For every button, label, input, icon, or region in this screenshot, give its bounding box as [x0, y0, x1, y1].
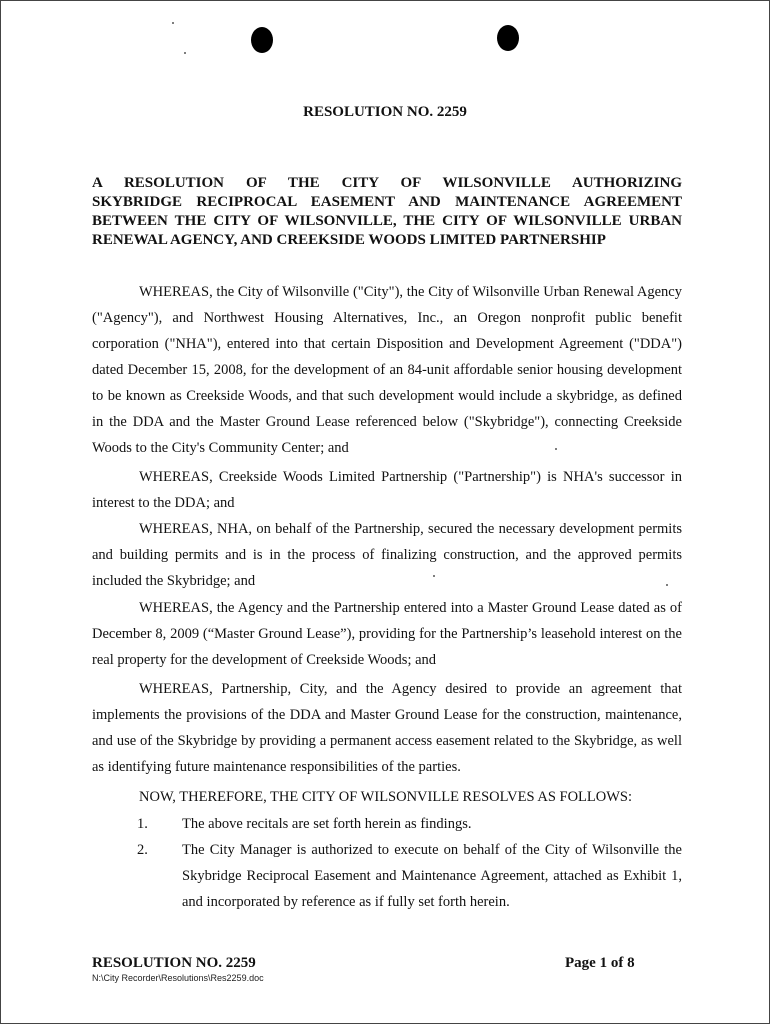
footer-page-number: Page 1 of 8 [565, 955, 635, 971]
scan-speck [172, 22, 174, 24]
paragraph-text: WHEREAS, the Agency and the Partnership entered into a Master Ground Lease dated as of December 8, 2009 (“Master Ground Lease”), providing for the Partnership’s leasehold interest on the real property for the development of Creekside Woods; and [92, 600, 682, 668]
resolution-title: RESOLUTION NO. 2259 [303, 104, 467, 120]
whereas-paragraph-4 [92, 595, 682, 673]
paragraph-text: WHEREAS, Partnership, City, and the Agency desired to provide an agreement that implements the provisions of the DDA and Master Ground Lease for the construction, maintenance, and use of the Skybridge by providing a permanent access easement related to the Skybridge, as well as identifying future maintenance responsibilities of the parties. [92, 681, 682, 775]
heading-line: SKYBRIDGE RECIPROCAL EASEMENT AND MAINTENANCE AGREEMENT [92, 194, 682, 210]
whereas-paragraph-2 [92, 464, 682, 516]
punch-hole-left [251, 27, 273, 53]
paragraph-text: NOW, THEREFORE, THE CITY OF WILSONVILLE RESOLVES AS FOLLOWS: [139, 789, 633, 805]
footer-resolution-title: RESOLUTION NO. 2259 [92, 955, 256, 971]
heading-line: BETWEEN THE CITY OF WILSONVILLE, THE CITY OF WILSONVILLE URBAN [92, 213, 682, 229]
list-number: 1. [137, 816, 148, 832]
list-text: The above recitals are set forth herein as findings. [182, 816, 472, 832]
list-number: 2. [137, 842, 148, 858]
paragraph-text: WHEREAS, NHA, on behalf of the Partnership, secured the necessary development permits and building permits and is in the process of finalizing construction, and the approved permits included the Skybridge; and [92, 521, 682, 589]
list-text: The City Manager is authorized to execute on behalf of the City of Wilsonville the Skybridge Reciprocal Easement and Maintenance Agreement, attached as Exhibit 1, and incorporated by reference as if fully set forth herein. [182, 842, 682, 910]
list-item [92, 811, 682, 837]
heading-line: A RESOLUTION OF THE CITY OF WILSONVILLE AUTHORIZING [92, 175, 682, 191]
heading-line: RENEWAL AGENCY, AND CREEKSIDE WOODS LIMITED PARTNERSHIP [92, 232, 606, 248]
whereas-paragraph-1 [92, 279, 682, 461]
paragraph-text: WHEREAS, Creekside Woods Limited Partnership ("Partnership") is NHA's successor in interest to the DDA; and [92, 469, 682, 511]
punch-hole-right [497, 25, 519, 51]
whereas-paragraph-3 [92, 516, 682, 594]
scan-speck [184, 52, 186, 54]
whereas-paragraph-5 [92, 676, 682, 780]
paragraph-text: WHEREAS, the City of Wilsonville ("City"), the City of Wilsonville Urban Renewal Agency ("Agency"), and Northwest Housing Alternatives, Inc., an Oregon nonprofit public benefit corporation ("NHA"), entered into that certain Disposition and Development Agreement ("DDA") dated December 15, 2008, for the development of an 84-unit affordable senior housing development to be known as Creekside Woods, and that such development would include a skybridge, as defined in the DDA and the Master Ground Lease referenced below ("Skybridge"), connecting Creekside Woods to the City's Community Center; and [92, 284, 682, 456]
resolves-paragraph [92, 784, 682, 810]
resolution-heading [92, 174, 682, 250]
footer-file-path: N:\City Recorder\Resolutions\Res2259.doc [92, 973, 264, 983]
list-item [92, 837, 682, 915]
